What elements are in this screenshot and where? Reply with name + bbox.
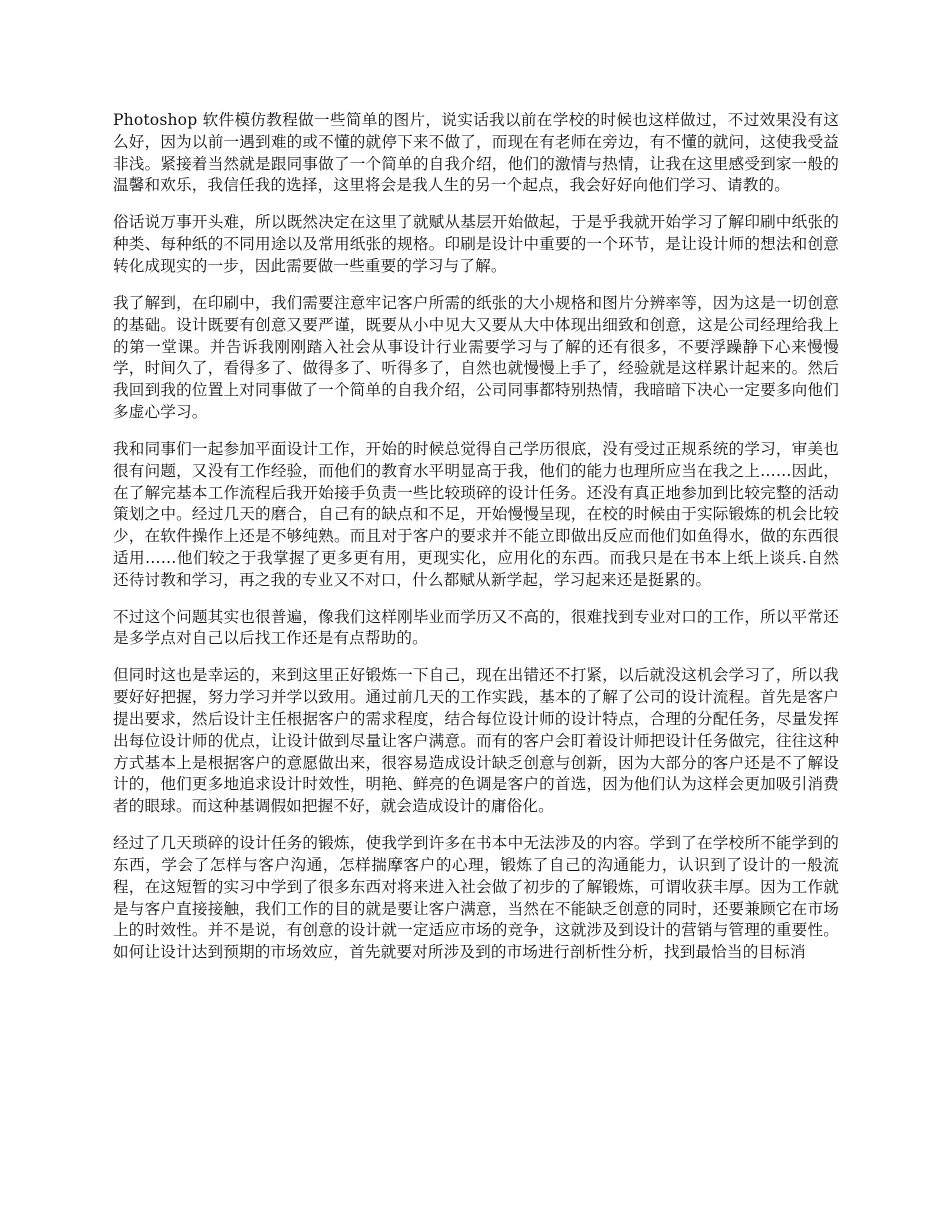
paragraph-3: 我了解到，在印刷中，我们需要注意牢记客户所需的纸张的大小规格和图片分辨率等，因为这是一切创意的基础。设计既要有创意又要严谨，既要从小中见大又要从大中体现出细致和创意，这是公司经理给我上的第一堂课。并告诉我刚刚踏入社会从事设计行业需要学习与了解的还有很多，不要浮躁静下心来慢慢学，时间久了，看得多了、做得多了、听得多了，自然也就慢慢上手了，经验就是这样累计起来的。然后我回到我的位置上对同事做了一个简单的自我介绍，公司同事都特别热情，我暗暗下决心一定要多向他们多虚心学习。 [113,293,839,421]
document-body [113,110,839,979]
paragraph-7: 经过了几天琐碎的设计任务的锻炼，使我学到许多在书本中无法涉及的内容。学到了在学校所不能学到的东西，学会了怎样与客户沟通，怎样揣摩客户的心理，锻炼了自己的沟通能力，认识到了设计的一般流程，在这短暂的实习中学到了很多东西对将来进入社会做了初步的了解锻炼，可谓收获丰厚。因为工作就是与客户直接接触，我们工作的目的就是要让客户满意，当然在不能缺乏创意的同时，还要兼顾它在市场上的时效性。并不是说，有创意的设计就一定适应市场的竞争，这就涉及到设计的营销与管理的重要性。如何让设计达到预期的市场效应，首先就要对所涉及到的市场进行剖析性分析，找到最恰当的目标消 [113,834,839,962]
paragraph-2: 俗话说万事开头难，所以既然决定在这里了就赋从基层开始做起，于是乎我就开始学习了解印刷中纸张的种类、每种纸的不同用途以及常用纸张的规格。印刷是设计中重要的一个环节，是让设计师的想法和创意转化成现实的一步，因此需要做一些重要的学习与了解。 [113,213,839,275]
paragraph-1: Photoshop 软件模仿教程做一些简单的图片，说实话我以前在学校的时候也这样做过，不过效果没有这么好，因为以前一遇到难的或不懂的就停下来不做了，而现在有老师在旁边，有不懂的就问，这使我受益非浅。紧接着当然就是跟同事做了一个简单的自我介绍，他们的激情与热情，让我在这里感受到家一般的温馨和欢乐，我信任我的选择，这里将会是我人生的另一个起点，我会好好向他们学习、请教的。 [113,111,839,195]
paragraph-4: 我和同事们一起参加平面设计工作，开始的时候总觉得自己学历很底，没有受过正规系统的学习，审美也很有问题，又没有工作经验，而他们的教育水平明显高于我，他们的能力也理所应当在我之上……因此，在了解完基本工作流程后我开始接手负责一些比较琐碎的设计任务。还没有真正地参加到比较完整的活动策划之中。经过几天的磨合，自己有的缺点和不足，开始慢慢呈现，在校的时候由于实际锻炼的机会比较少，在软件操作上还是不够纯熟。而且对于客户的要求并不能立即做出反应而他们如鱼得水，做的东西很适用……他们较之于我掌握了更多更有用，更现实化，应用化的东西。而我只是在书本上纸上谈兵.自然还待讨教和学习，再之我的专业又不对口，什么都赋从新学起，学习起来还是挺累的。 [113,439,839,589]
paragraph-6: 但同时这也是幸运的，来到这里正好锻炼一下自己，现在出错还不打紧，以后就没这机会学习了，所以我要好好把握，努力学习并学以致用。通过前几天的工作实践，基本的了解了公司的设计流程。首先是客户提出要求，然后设计主任根据客户的需求程度，结合每位设计师的设计特点，合理的分配任务，尽量发挥出每位设计师的优点，让设计做到尽量让客户满意。而有的客户会盯着设计师把设计任务做完，往往这种方式基本上是根据客户的意愿做出来，很容易造成设计缺乏创意与创新，因为大部分的客户还是不了解设计的，他们更多地追求设计时效性，明艳、鲜亮的色调是客户的首选，因为他们认为这样会更加吸引消费者的眼球。而这种基调假如把握不好，就会造成设计的庸俗化。 [113,666,839,816]
paragraph-5: 不过这个问题其实也很普遍，像我们这样刚毕业而学历又不高的，很难找到专业对口的工作，所以平常还是多学点对自己以后找工作还是有点帮助的。 [113,607,839,648]
